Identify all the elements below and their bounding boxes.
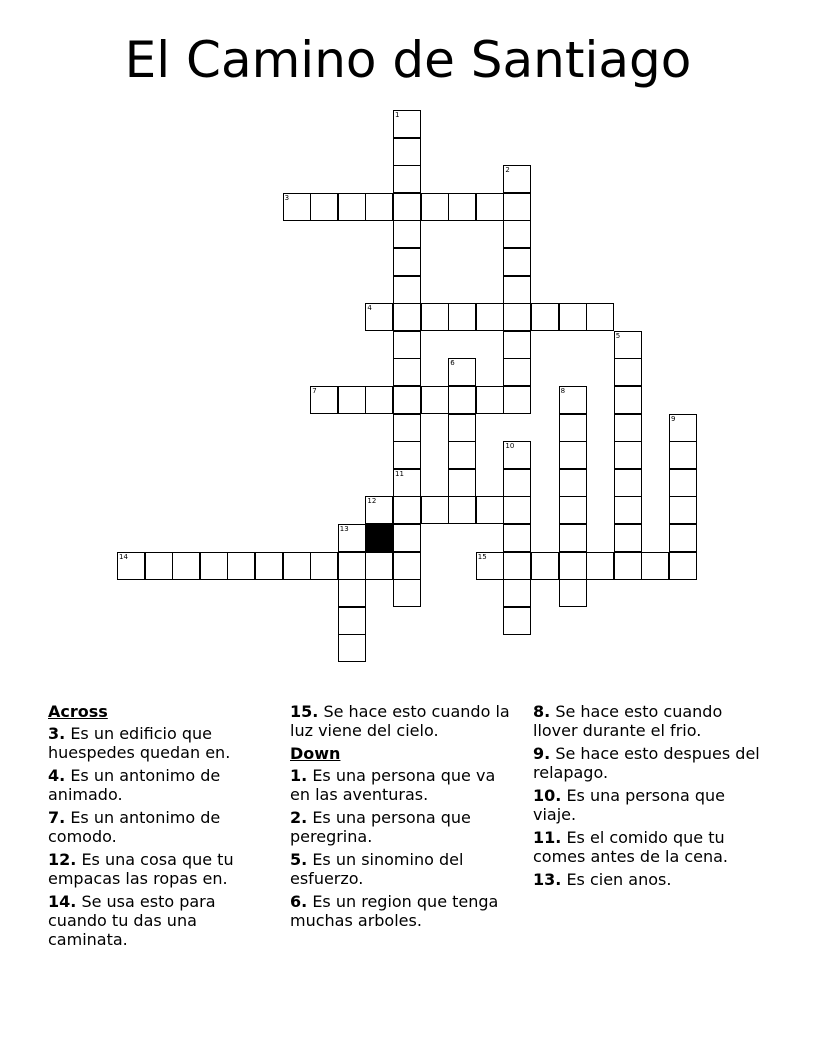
grid-cell[interactable] (448, 441, 476, 469)
grid-cell[interactable] (586, 303, 614, 331)
clue-across-12 (48, 850, 270, 888)
grid-cell[interactable] (503, 220, 531, 248)
cell-number: 12 (367, 497, 377, 506)
clues-column-3 (533, 702, 763, 893)
grid-cell[interactable] (503, 276, 531, 304)
grid-cell[interactable] (448, 303, 476, 331)
clue-text: Es una cosa que tu empacas las ropas en. (48, 850, 234, 888)
grid-cell[interactable] (200, 552, 228, 580)
clue-across-3 (48, 724, 270, 762)
grid-cell[interactable] (448, 496, 476, 524)
grid-cell[interactable] (310, 386, 338, 414)
clue-text: Es cien anos. (566, 870, 672, 889)
grid-cell[interactable] (421, 386, 449, 414)
clue-across-14 (48, 892, 270, 949)
grid-cell[interactable] (614, 441, 642, 469)
grid-cell[interactable] (503, 331, 531, 359)
grid-cell[interactable] (393, 386, 421, 414)
grid-cell[interactable] (421, 303, 449, 331)
cell-number: 13 (339, 525, 349, 533)
grid-cell[interactable] (393, 414, 421, 442)
grid-cell[interactable] (669, 524, 697, 552)
cell-number: 6 (450, 359, 455, 368)
grid-cell[interactable] (145, 552, 173, 580)
clue-number: 12. (48, 850, 77, 869)
clue-number: 7. (48, 808, 66, 827)
grid-cell[interactable] (365, 303, 393, 331)
grid-cell[interactable] (421, 193, 449, 221)
grid-cell[interactable] (669, 469, 697, 497)
clue-text: Es un antonimo de comodo. (48, 808, 221, 846)
grid-cell[interactable] (365, 193, 393, 221)
clues-column-1 (48, 702, 270, 953)
clue-text: Es una persona que peregrina. (290, 808, 471, 846)
black-cell (365, 524, 393, 552)
grid-cell[interactable] (393, 524, 421, 552)
grid-cell[interactable] (421, 496, 449, 524)
grid-cell[interactable] (614, 496, 642, 524)
cell-number: 2 (505, 166, 510, 175)
grid-cell[interactable] (531, 303, 559, 331)
clue-text: Es una persona que va en las aventuras. (290, 766, 496, 804)
clue-number: 5. (290, 850, 308, 869)
clue-down-11 (533, 828, 763, 866)
grid-cell[interactable] (393, 441, 421, 469)
grid-cell[interactable] (476, 552, 504, 580)
grid-cell[interactable] (393, 331, 421, 359)
grid-cell[interactable] (503, 193, 531, 221)
clue-number: 3. (48, 724, 66, 743)
grid-cell[interactable] (559, 552, 587, 580)
grid-cell[interactable] (393, 552, 421, 580)
grid-cell[interactable] (338, 193, 366, 221)
grid-cell[interactable] (614, 358, 642, 386)
grid-cell[interactable] (172, 552, 200, 580)
grid-cell[interactable] (393, 110, 421, 138)
clue-down-1 (290, 766, 512, 804)
grid-cell[interactable] (669, 552, 697, 580)
grid-cell[interactable] (614, 414, 642, 442)
grid-cell[interactable] (614, 552, 642, 580)
clue-text: Es una persona que viaje. (533, 786, 726, 824)
grid-cell[interactable] (503, 248, 531, 276)
grid-cell[interactable] (669, 441, 697, 469)
grid-cell[interactable] (614, 524, 642, 552)
grid-cell[interactable] (503, 469, 531, 497)
clue-number: 8. (533, 702, 551, 721)
grid-cell[interactable] (503, 496, 531, 524)
clue-across-15 (290, 702, 512, 740)
cell-number: 3 (284, 193, 290, 202)
grid-cell[interactable] (503, 524, 531, 552)
grid-cell[interactable] (586, 552, 614, 580)
grid-cell[interactable] (559, 414, 587, 442)
grid-cell[interactable] (559, 469, 587, 497)
grid-cell[interactable] (365, 496, 393, 524)
grid-cell[interactable] (669, 414, 697, 442)
grid-cell[interactable] (393, 220, 421, 248)
grid-cell[interactable] (476, 496, 504, 524)
grid-cell[interactable] (393, 138, 421, 166)
grid-cell[interactable] (448, 386, 476, 414)
grid-cell[interactable] (393, 579, 421, 607)
grid-cell[interactable] (365, 552, 393, 580)
clue-number: 13. (533, 870, 562, 889)
grid-cell[interactable] (393, 165, 421, 193)
cell-number: 11 (395, 469, 404, 478)
clue-text: Se hace esto cuando la luz viene del cielo. (290, 702, 510, 740)
clue-number: 9. (533, 744, 551, 763)
puzzle-title: El Camino de Santiago (124, 31, 692, 89)
grid-cell[interactable] (641, 552, 669, 580)
grid-cell[interactable] (614, 469, 642, 497)
grid-cell[interactable] (614, 386, 642, 414)
grid-cell[interactable] (559, 524, 587, 552)
grid-cell[interactable] (503, 386, 531, 414)
grid-cell[interactable] (559, 441, 587, 469)
clue-down-10 (533, 786, 763, 824)
cell-number: 1 (395, 111, 400, 119)
grid-cell[interactable] (283, 193, 311, 221)
clue-text: Se hace esto despues del relapago. (533, 744, 760, 782)
clue-down-9 (533, 744, 763, 782)
grid-cell[interactable] (559, 579, 587, 607)
clue-number: 2. (290, 808, 308, 827)
clue-number: 11. (533, 828, 562, 847)
grid-cell[interactable] (503, 303, 531, 331)
cell-number: 8 (560, 387, 566, 395)
grid-cell[interactable] (448, 469, 476, 497)
grid-cell[interactable] (503, 358, 531, 386)
grid-cell[interactable] (531, 552, 559, 580)
grid-cell[interactable] (338, 607, 366, 635)
across-heading: Across (48, 702, 108, 721)
grid-cell[interactable] (393, 248, 421, 276)
clue-down-13 (533, 870, 763, 889)
clue-down-5 (290, 850, 512, 888)
grid-cell[interactable] (669, 496, 697, 524)
grid-cell[interactable] (476, 386, 504, 414)
clue-number: 15. (290, 702, 319, 721)
grid-cell[interactable] (283, 552, 311, 580)
grid-cell[interactable] (393, 193, 421, 221)
cell-number: 14 (119, 552, 128, 561)
grid-cell[interactable] (476, 303, 504, 331)
clue-number: 4. (48, 766, 66, 785)
clue-text: Es un edificio que huespedes quedan en. (48, 724, 231, 762)
clue-number: 14. (48, 892, 77, 911)
grid-cell[interactable] (393, 276, 421, 304)
grid-cell[interactable] (393, 303, 421, 331)
down-heading: Down (290, 744, 341, 763)
clue-text: Es un sinomino del esfuerzo. (290, 850, 464, 888)
grid-cell[interactable] (503, 552, 531, 580)
clue-down-2 (290, 808, 512, 846)
grid-cell[interactable] (227, 552, 255, 580)
grid-cell[interactable] (310, 193, 338, 221)
cell-number: 9 (671, 414, 676, 423)
grid-cell[interactable] (503, 607, 531, 635)
clue-down-6 (290, 892, 512, 930)
grid-cell[interactable] (393, 469, 421, 497)
grid-cell[interactable] (503, 165, 531, 193)
grid-cell[interactable] (338, 524, 366, 552)
clue-across-7 (48, 808, 270, 846)
cell-number: 10 (505, 442, 515, 451)
clue-number: 1. (290, 766, 308, 785)
clue-text: Es un region que tenga muchas arboles. (290, 892, 499, 930)
grid-cell[interactable] (393, 496, 421, 524)
grid-cell[interactable] (448, 414, 476, 442)
grid-cell[interactable] (503, 579, 531, 607)
grid-cell[interactable] (117, 552, 145, 580)
grid-cell[interactable] (310, 552, 338, 580)
grid-cell[interactable] (476, 193, 504, 221)
cell-number: 5 (615, 331, 621, 340)
grid-cell[interactable] (559, 303, 587, 331)
cell-number: 4 (367, 304, 372, 313)
clue-text: Es el comido que tu comes antes de la cena. (533, 828, 729, 866)
grid-cell[interactable] (338, 552, 366, 580)
grid-cell[interactable] (365, 386, 393, 414)
clue-text: Se hace esto cuando llover durante el frio. (533, 702, 723, 740)
grid-cell[interactable] (338, 386, 366, 414)
clue-down-8 (533, 702, 763, 740)
grid-cell[interactable] (338, 634, 366, 662)
cell-number: 15 (477, 552, 487, 561)
clue-across-4 (48, 766, 270, 804)
grid-cell[interactable] (503, 441, 531, 469)
grid-cell[interactable] (559, 496, 587, 524)
clues-column-2 (290, 702, 512, 934)
grid-cell[interactable] (255, 552, 283, 580)
grid-cell[interactable] (614, 331, 642, 359)
grid-cell[interactable] (448, 358, 476, 386)
clue-number: 10. (533, 786, 562, 805)
grid-cell[interactable] (338, 579, 366, 607)
clue-text: Se usa esto para cuando tu das una caminata. (48, 892, 216, 949)
grid-cell[interactable] (448, 193, 476, 221)
clue-number: 6. (290, 892, 308, 911)
grid-cell[interactable] (559, 386, 587, 414)
clue-text: Es un antonimo de animado. (48, 766, 221, 804)
grid-cell[interactable] (393, 358, 421, 386)
cell-number: 7 (312, 387, 317, 395)
